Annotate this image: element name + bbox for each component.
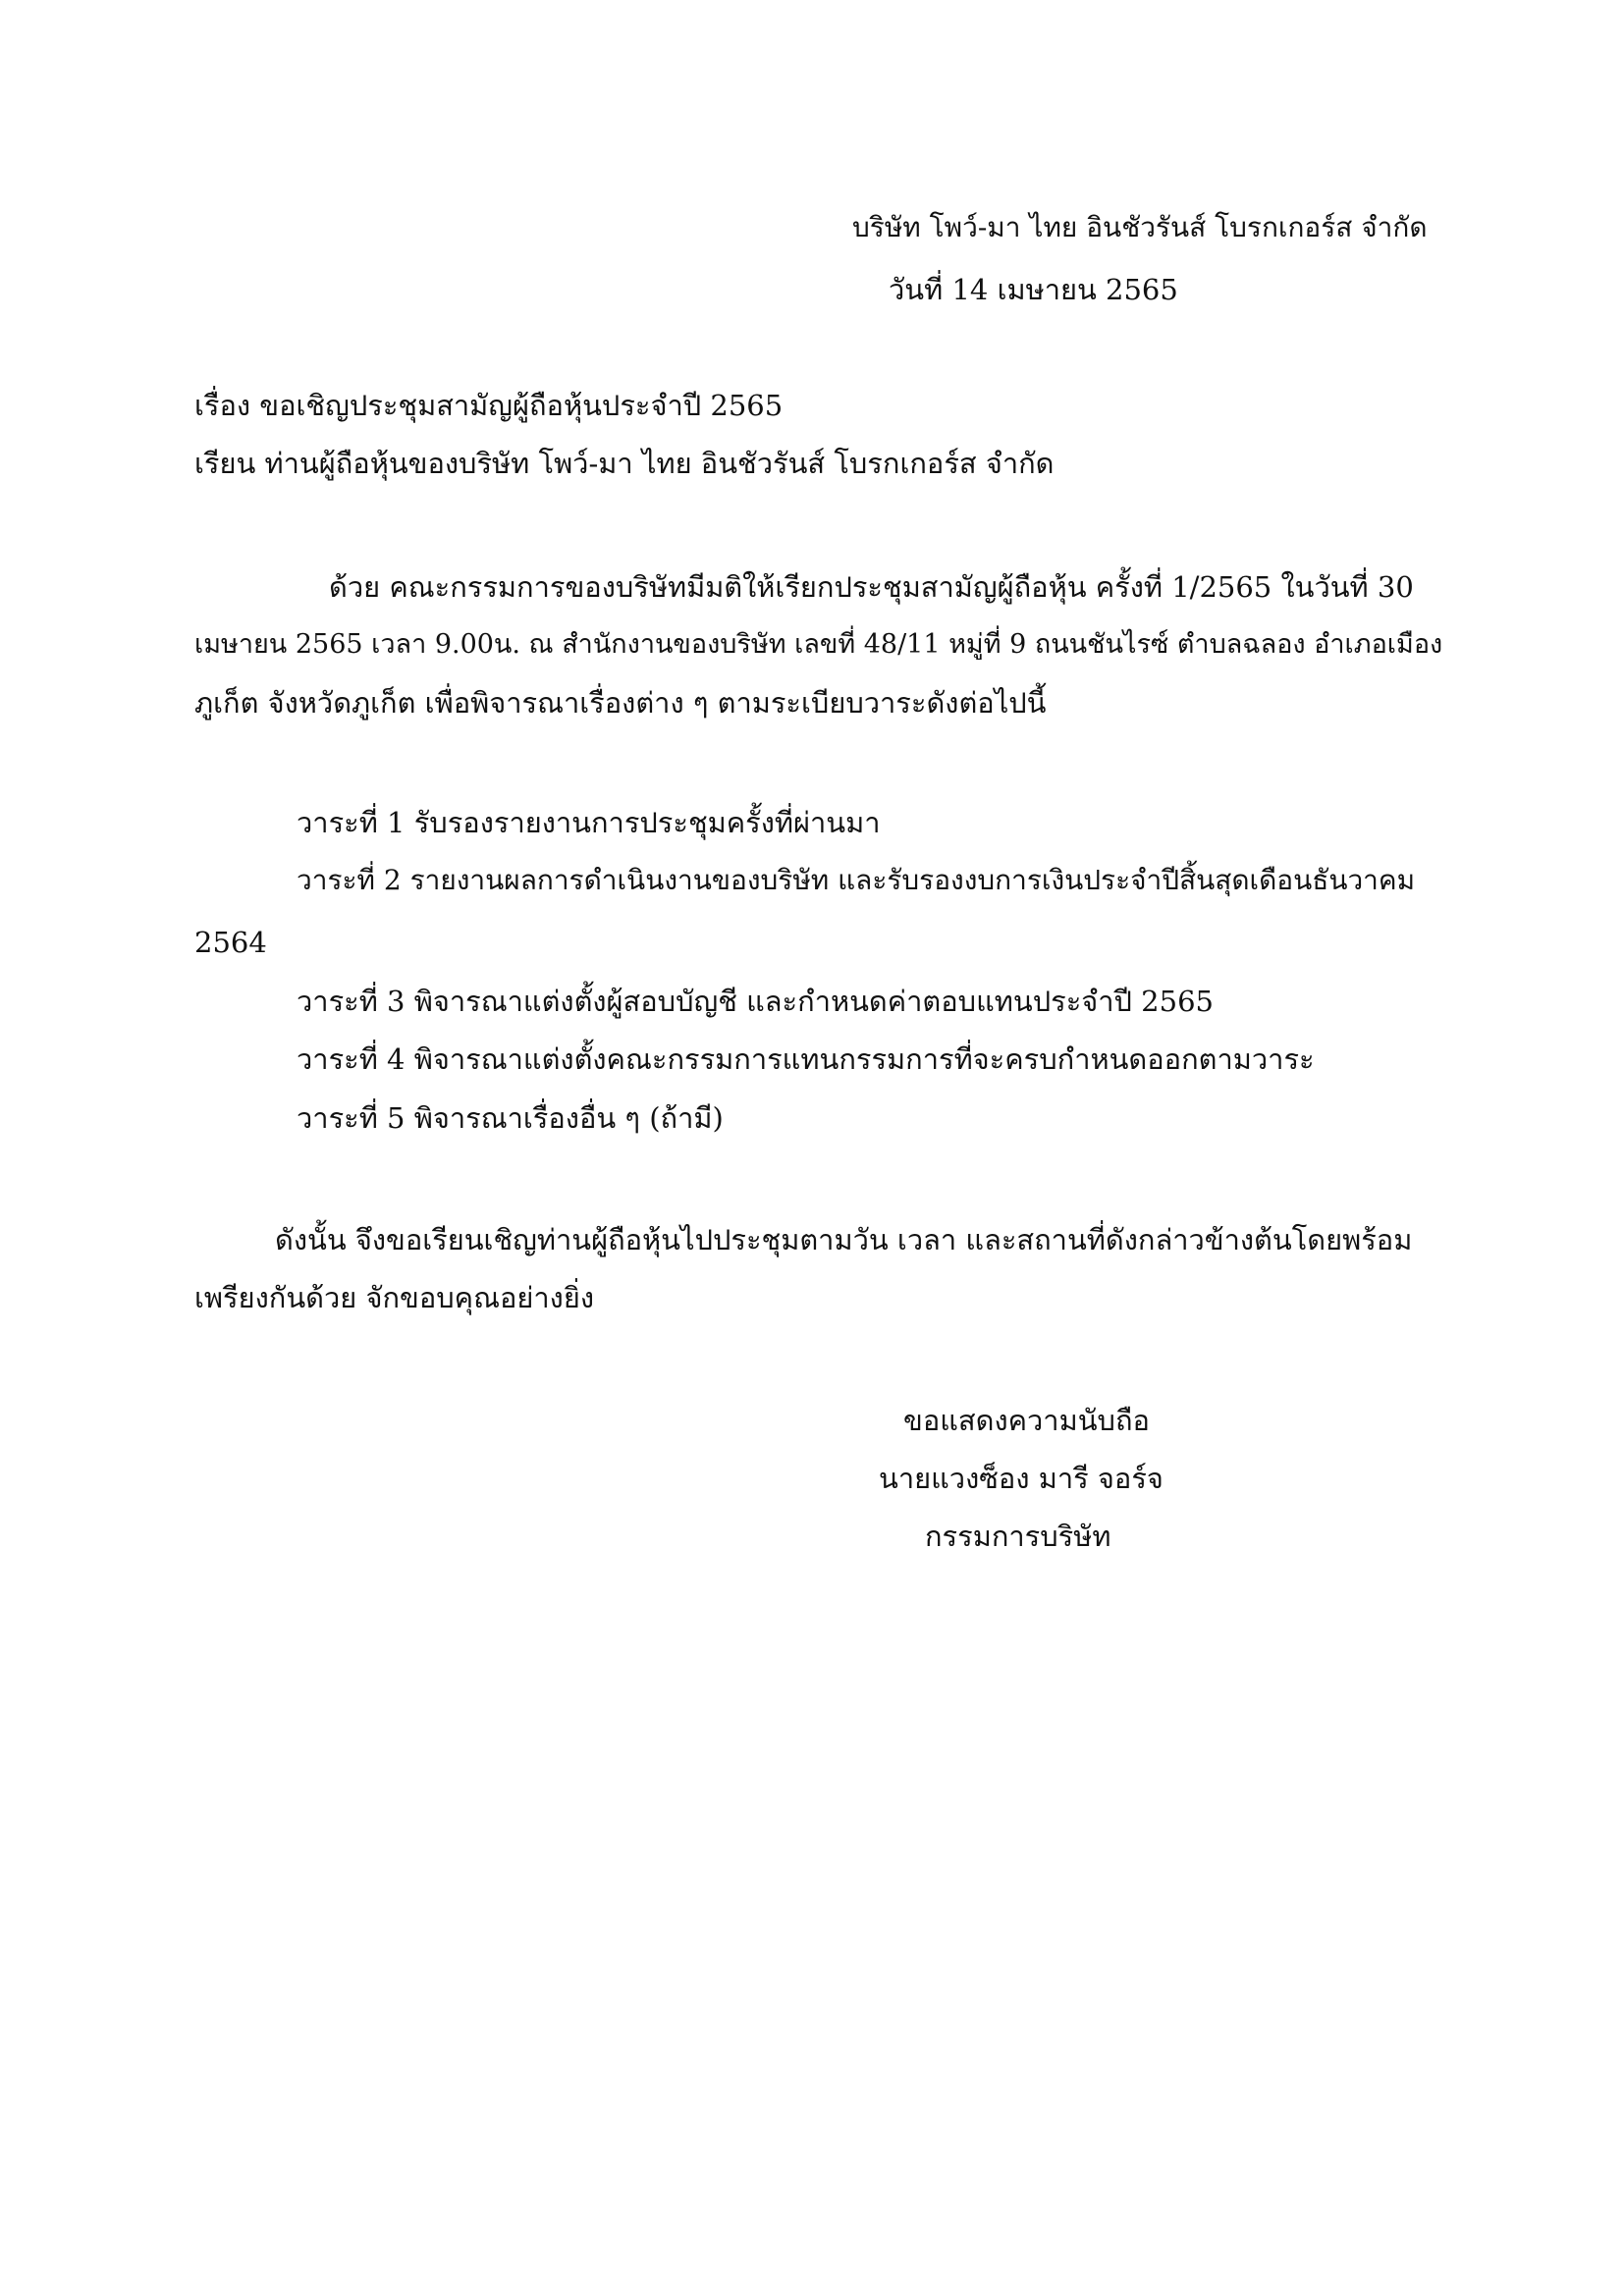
intro-line-1: ด้วย คณะกรรมการของบริษัทมีมติให้เรียกประชุมสามัญผู้ถือหุ้น ครั้งที่ 1/2565 ในวันที่ 30 [329, 570, 1414, 604]
closing-line-1: ดังนั้น จึงขอเรียนเชิญท่านผู้ถือหุ้นไปประชุมตามวัน เวลา และสถานที่ดังกล่าวข้างต้นโดยพร้อม [275, 1223, 1413, 1256]
agenda-item-5: วาระที่ 5 พิจารณาเรื่องอื่น ๆ (ถ้ามี) [297, 1101, 724, 1135]
subject-line: เรื่อง ขอเชิญประชุมสามัญผู้ถือหุ้นประจำปี 2565 [194, 389, 784, 422]
signatory-position: กรรมการบริษัท [925, 1520, 1111, 1553]
agenda-item-2: วาระที่ 2 รายงานผลการดำเนินงานของบริษัท และรับรองงบการเงินประจำปีสิ้นสุดเดือนธันวาคม [297, 864, 1416, 896]
agenda-item-4: วาระที่ 4 พิจารณาแต่งตั้งคณะกรรมการแทนกรรมการที่จะครบกำหนดออกตามวาระ [297, 1042, 1315, 1076]
recipient-line: เรียน ท่านผู้ถือหุ้นของบริษัท โพว์-มา ไทย อินชัวรันส์ โบรกเกอร์ส จำกัด [194, 447, 1055, 480]
intro-line-2: เมษายน 2565 เวลา 9.00น. ณ สำนักงานของบริษัท เลขที่ 48/11 หมู่ที่ 9 ถนนชันไรซ์ ตำบลฉลอง อำเภอเมือง [194, 629, 1443, 660]
agenda-item-2-continued: 2564 [194, 926, 267, 959]
agenda-item-1: วาระที่ 1 รับรองรายงานการประชุมครั้งที่ผ่านมา [297, 806, 881, 839]
closing-line-2: เพรียงกันด้วย จักขอบคุณอย่างยิ่ง [194, 1281, 594, 1314]
signature-regards: ขอแสดงความนับถือ [903, 1404, 1150, 1437]
intro-line-3: ภูเก็ต จังหวัดภูเก็ต เพื่อพิจารณาเรื่องต่าง ๆ ตามระเบียบวาระดังต่อไปนี้ [194, 686, 1047, 720]
agenda-item-3: วาระที่ 3 พิจารณาแต่งตั้งผู้สอบบัญชี และกำหนดค่าตอบแทนประจำปี 2565 [297, 985, 1214, 1018]
signatory-name: นายแวงซ็อง มารี จอร์จ [879, 1462, 1164, 1495]
letter-date: วันที่ 14 เมษายน 2565 [889, 273, 1178, 306]
company-name: บริษัท โพว์-มา ไทย อินชัวรันส์ โบรกเกอร์ส จำกัด [852, 211, 1428, 243]
